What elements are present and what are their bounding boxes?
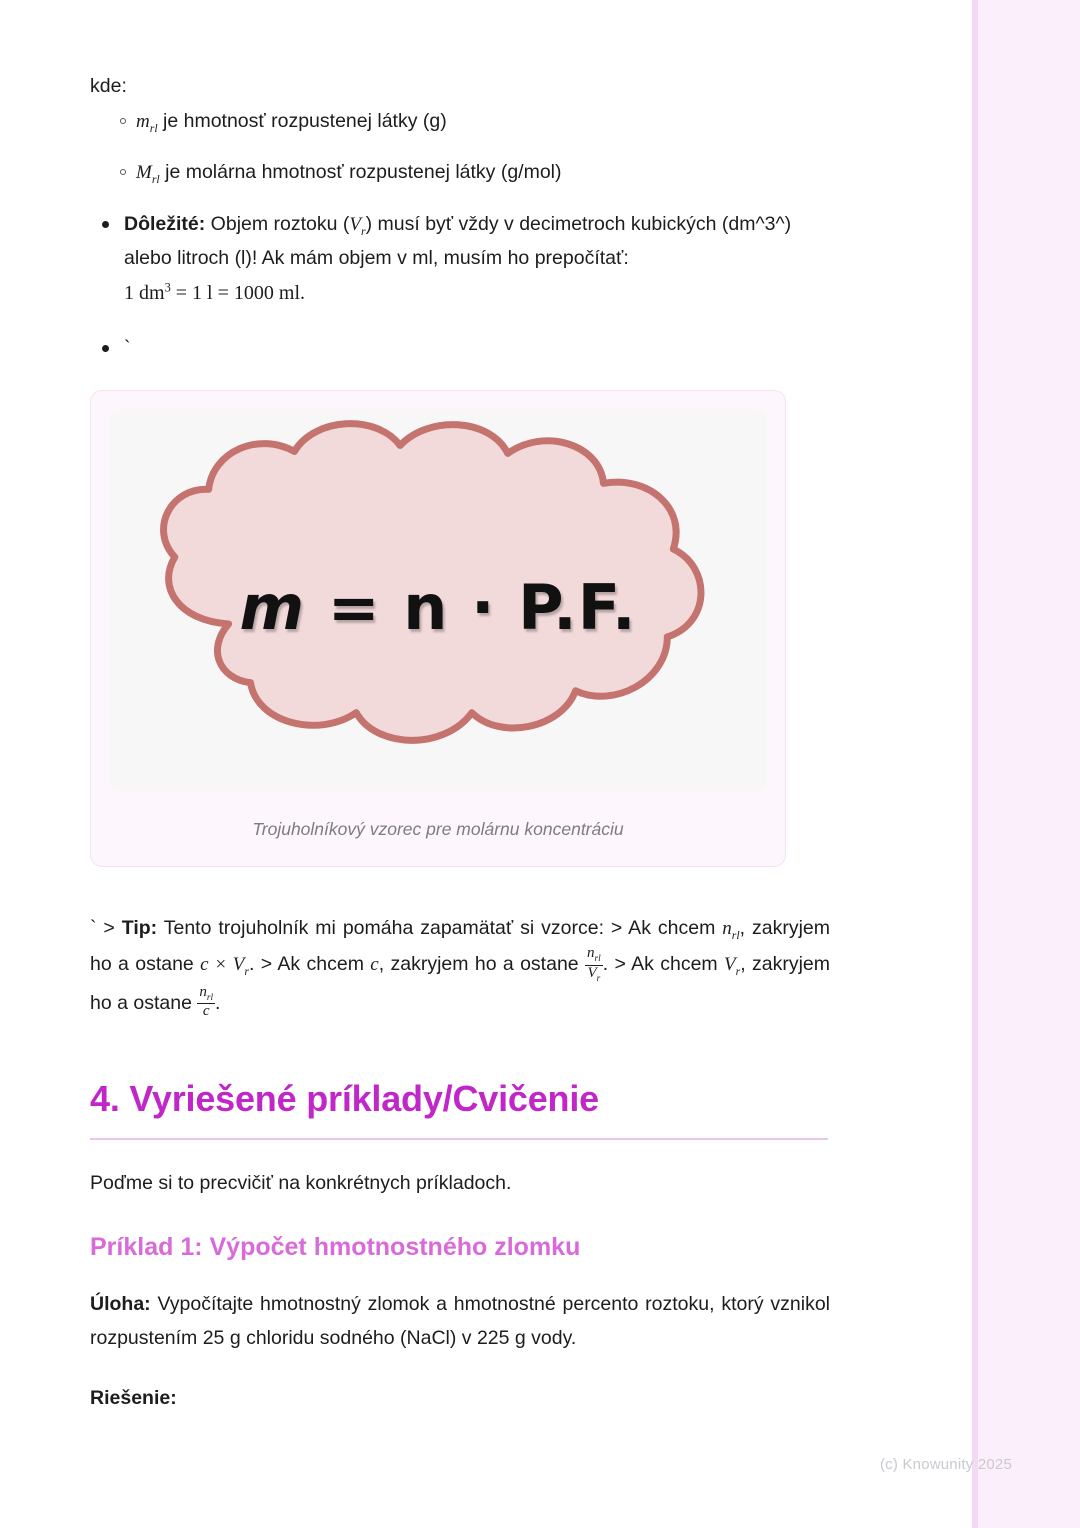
section-heading: 4. Vyriešené príklady/Cvičenie <box>90 1078 599 1120</box>
symbol-V-r: $V_r$ <box>349 214 366 238</box>
example-subheading: Príklad 1: Výpočet hmotnostného zlomku <box>90 1233 581 1262</box>
section-divider <box>90 1138 828 1140</box>
fraction-nrl-over-vr: $\frac{n_{rl}}{V_r}$ <box>587 945 601 984</box>
formula-m: m <box>239 570 306 644</box>
figure-image <box>109 409 767 791</box>
task-text: Vypočítajte hmotnostný zlomok a hmotnostné percento roztoku, ktorý vznikol rozpustením 25 g chloridu sodného (NaCl) v 225 g vody. <box>90 1293 830 1349</box>
formula-equals: = <box>327 570 381 644</box>
symbol-c-times-vr: $c \times V_r$ <box>200 954 249 979</box>
equation-dm3: 1 $dm^3 = 1$ l = 1000 ml. <box>124 280 305 304</box>
section-intro: Poďme si to precvičiť na konkrétnych príkladoch. <box>90 1172 512 1195</box>
tip-part4: , zakryjem ho a ostane <box>378 953 585 976</box>
symbol-M-rl: $M_{rl}$ <box>136 161 160 186</box>
definition-text: je molárna hmotnosť rozpustenej látky (g/mol) <box>159 160 562 183</box>
tip-label: Tip: <box>121 916 158 939</box>
fraction-nrl-over-c: $\frac{n_{rl}}{c}$ <box>199 983 214 1020</box>
tip-part3: . > Ak chcem <box>248 953 371 976</box>
tip-part2: , zakryjem ho a ostane <box>90 916 830 976</box>
tip-paragraph <box>90 911 830 1020</box>
definition-list <box>90 107 830 188</box>
kde-label: kde: <box>90 75 127 97</box>
tip-part6: , zakryjem ho a ostane <box>90 953 831 1014</box>
solution-label: Riešenie: <box>90 1387 177 1410</box>
task-label: Úloha: <box>90 1293 151 1316</box>
symbol-nrl: $n_{rl}$ <box>722 917 740 942</box>
page-edge-strip <box>978 0 1080 1528</box>
formula-rest: n · P.F. <box>403 570 637 644</box>
document-content <box>90 72 830 1410</box>
list-item <box>90 158 830 188</box>
important-list <box>90 208 830 366</box>
important-text-after: ) musí byť vždy v decimetroch kubických (dm^3^) alebo litroch (l)! Ak mám objem v ml, musím ho prepočítať: <box>124 213 792 270</box>
backtick-marker: ` <box>124 337 131 360</box>
important-text-before: Objem roztoku ( <box>205 213 350 236</box>
figure-card <box>90 390 786 867</box>
list-item-important <box>90 208 830 310</box>
list-item <box>90 107 830 137</box>
tip-part7: . <box>215 991 221 1014</box>
copyright-footer: (c) Knowunity 2025 <box>879 1456 1012 1473</box>
symbol-c: c <box>370 954 379 976</box>
important-label: Dôležité: <box>124 213 206 236</box>
list-item-empty <box>90 332 830 366</box>
tip-part1: Tento trojuholník mi pomáha zapamätať si vzorce: > Ak chcem <box>157 916 723 939</box>
figure-formula <box>109 571 767 644</box>
symbol-vr: $V_r$ <box>724 954 741 979</box>
tip-part5: . > Ak chcem <box>602 953 725 976</box>
figure-caption: Trojuholníkový vzorec pre molárnu koncentráciu <box>252 818 624 839</box>
symbol-m-rl: $m_{rl}$ <box>136 111 158 136</box>
task-paragraph <box>90 1288 830 1355</box>
tip-prefix: ` > <box>90 916 122 939</box>
definition-text: je hmotnosť rozpustenej látky (g) <box>157 110 447 133</box>
